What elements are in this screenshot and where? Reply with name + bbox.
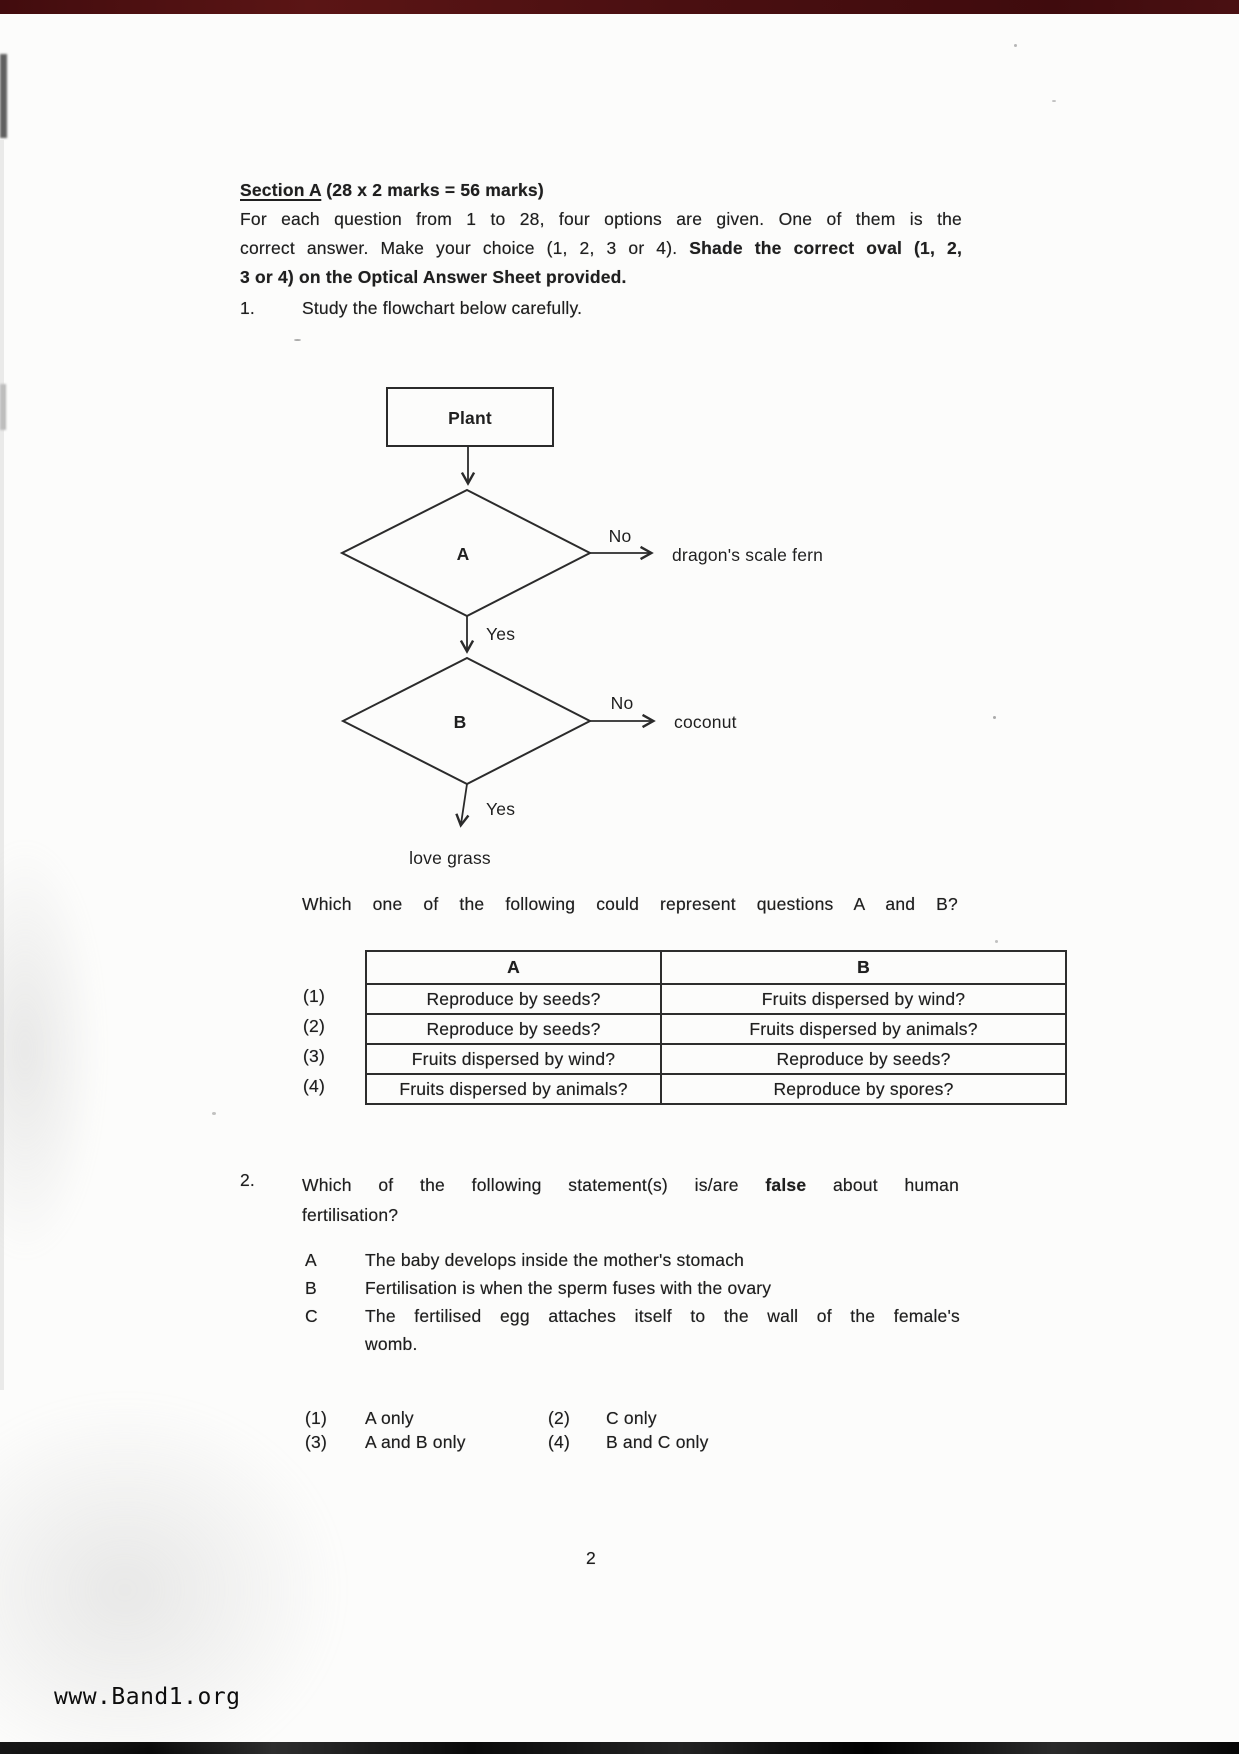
plant-label: Plant <box>448 408 492 428</box>
decision-b-label: B <box>453 712 467 732</box>
scan-speck <box>995 940 998 943</box>
instructions-line-1: For each question from 1 to 28, four options are given. One of them is the <box>240 209 962 229</box>
table-cell-a1: Reproduce by seeds? <box>366 984 661 1014</box>
q1-answer-table <box>365 950 1067 1105</box>
instructions-line-3: 3 or 4) on the Optical Answer Sheet provided. <box>240 267 627 287</box>
decision-a-label: A <box>456 544 470 564</box>
flowchart <box>300 338 900 878</box>
table-cell-b4: Reproduce by spores? <box>661 1074 1066 1104</box>
table-cell-b3: Reproduce by seeds? <box>661 1044 1066 1074</box>
section-header <box>240 176 962 292</box>
q1-option-label-2: (2) <box>303 1016 325 1036</box>
decision-b-diamond <box>343 658 590 784</box>
outcome-coconut: coconut <box>674 712 737 732</box>
statement-b <box>305 1274 960 1302</box>
no-label-a: No <box>608 526 632 546</box>
q2-statements <box>305 1246 960 1358</box>
q2-prompt-line-2: fertilisation? <box>302 1205 399 1225</box>
scan-artifact <box>0 54 7 138</box>
statement-a <box>305 1246 960 1274</box>
section-title: Section A <box>240 180 322 200</box>
q2-prompt-normal-2: about human <box>806 1175 959 1195</box>
table-row <box>366 984 1066 1014</box>
q2-prompt <box>302 1170 959 1230</box>
q2-option-2-text: C only <box>606 1408 657 1428</box>
table-cell-a2: Reproduce by seeds? <box>366 1014 661 1044</box>
table-cell-b1: Fruits dispersed by wind? <box>661 984 1066 1014</box>
q1-option-label-4: (4) <box>303 1076 325 1096</box>
table-header-a: A <box>366 951 661 984</box>
table-header-b: B <box>661 951 1066 984</box>
statement-b-label: B <box>305 1278 317 1298</box>
table-cell-b2: Fruits dispersed by animals? <box>661 1014 1066 1044</box>
scan-speck <box>993 716 996 719</box>
table-row <box>366 1044 1066 1074</box>
q1-option-label-1: (1) <box>303 986 325 1006</box>
yes-label-a: Yes <box>486 624 516 644</box>
instructions-line-2-bold: Shade the correct oval (1, 2, <box>689 238 963 258</box>
yes-label-b: Yes <box>486 799 516 819</box>
q1-prompt: Study the flowchart below carefully. <box>302 298 583 318</box>
q2-number: 2. <box>240 1170 255 1190</box>
statement-c-line-1: The fertilised egg attaches itself to the wall of the female's <box>365 1306 960 1326</box>
table-cell-a3: Fruits dispersed by wind? <box>366 1044 661 1074</box>
q2-option-4-text: B and C only <box>606 1432 709 1452</box>
section-marks: (28 x 2 marks = 56 marks) <box>321 180 544 200</box>
arrow-b-yes <box>461 784 467 824</box>
scan-speck <box>1014 44 1017 47</box>
q2-prompt-line-1 <box>302 1170 959 1200</box>
table-row <box>366 1014 1066 1044</box>
q1-sub-prompt: Which one of the following could represent questions A and B? <box>302 894 958 914</box>
q2-option-3-text: A and B only <box>365 1432 466 1452</box>
table-cell-a4: Fruits dispersed by animals? <box>366 1074 661 1104</box>
instructions-line-2 <box>240 234 962 263</box>
table-row <box>366 1074 1066 1104</box>
q2-prompt-bold: false <box>765 1175 807 1195</box>
q2-option-4-label: (4) <box>548 1432 570 1452</box>
scan-top-bar <box>0 0 1239 14</box>
q2-option-2-label: (2) <box>548 1408 570 1428</box>
statement-c <box>305 1302 960 1358</box>
statement-a-label: A <box>305 1250 317 1270</box>
statement-c-line-2: womb. <box>365 1334 418 1354</box>
section-title-line <box>240 176 962 205</box>
q1-option-label-3: (3) <box>303 1046 325 1066</box>
statement-b-text: Fertilisation is when the sperm fuses with the ovary <box>365 1278 772 1298</box>
outcome-dragons-scale-fern: dragon's scale fern <box>672 545 824 565</box>
q1-number: 1. <box>240 298 255 318</box>
scan-speck <box>212 1112 216 1115</box>
statement-a-text: The baby develops inside the mother's stomach <box>365 1250 745 1270</box>
scan-artifact <box>0 840 100 1260</box>
instructions-line-2-normal: correct answer. Make your choice (1, 2, 3 or 4). <box>240 238 690 258</box>
table-header-row <box>366 951 1066 984</box>
q2-option-1-label: (1) <box>305 1408 327 1428</box>
statement-c-label: C <box>305 1306 318 1326</box>
q2-option-3-label: (3) <box>305 1432 327 1452</box>
scan-speck <box>1052 100 1056 102</box>
page-number: 2 <box>586 1548 596 1568</box>
outcome-love-grass: love grass <box>409 848 491 868</box>
statement-c-text <box>365 1302 960 1358</box>
q2-option-1-text: A only <box>365 1408 414 1428</box>
no-label-b: No <box>610 693 634 713</box>
watermark: www.Band1.org <box>54 1684 241 1710</box>
q2-prompt-normal-1: Which of the following statement(s) is/are <box>302 1175 766 1195</box>
